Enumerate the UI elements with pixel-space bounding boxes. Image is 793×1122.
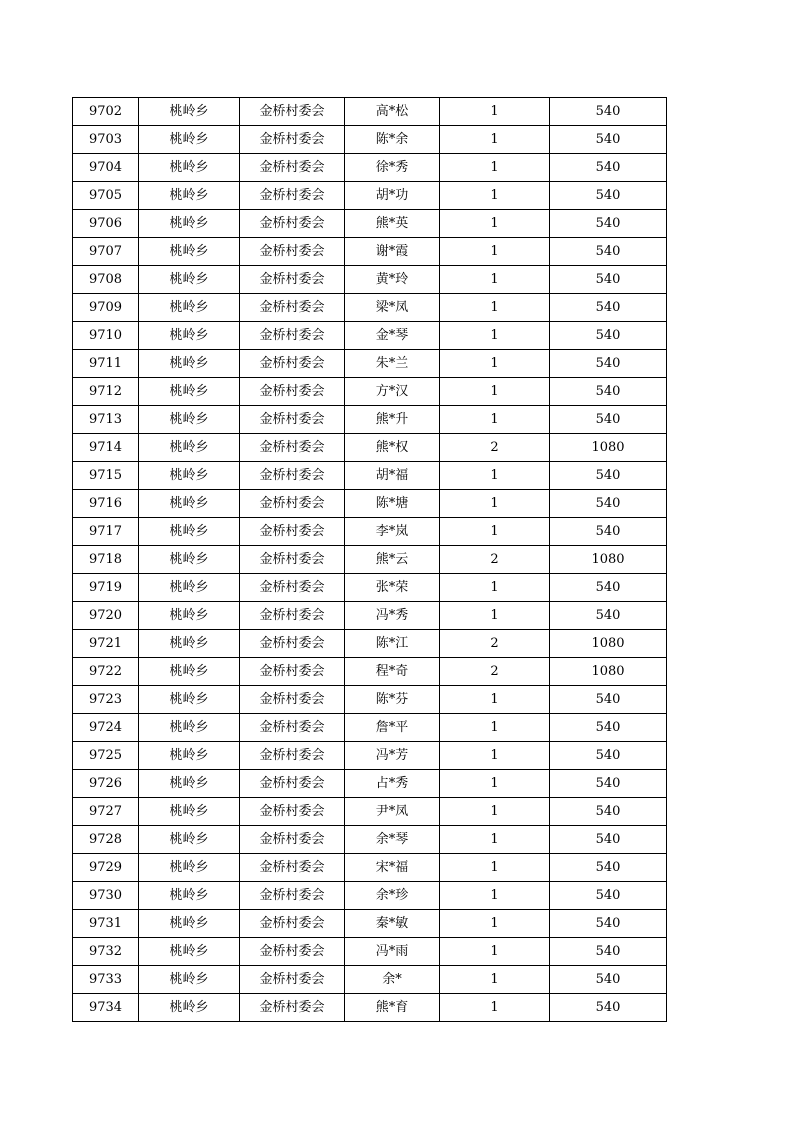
person-count-cell: 1 <box>440 406 550 434</box>
person-name-cell: 余*琴 <box>345 826 440 854</box>
village-committee-cell: 金桥村委会 <box>240 798 345 826</box>
amount-cell: 540 <box>550 994 667 1022</box>
table-row <box>73 182 667 210</box>
roster-table <box>72 97 667 1022</box>
person-count-cell: 2 <box>440 658 550 686</box>
amount-cell: 540 <box>550 602 667 630</box>
township-cell: 桃岭乡 <box>139 966 240 994</box>
person-name-cell: 冯*芳 <box>345 742 440 770</box>
village-committee-cell: 金桥村委会 <box>240 126 345 154</box>
table-row <box>73 462 667 490</box>
township-cell: 桃岭乡 <box>139 910 240 938</box>
row-number-cell: 9719 <box>73 574 139 602</box>
amount-cell: 1080 <box>550 434 667 462</box>
person-count-cell: 1 <box>440 770 550 798</box>
township-cell: 桃岭乡 <box>139 462 240 490</box>
person-count-cell: 1 <box>440 994 550 1022</box>
row-number-cell: 9709 <box>73 294 139 322</box>
township-cell: 桃岭乡 <box>139 518 240 546</box>
amount-cell: 1080 <box>550 546 667 574</box>
person-name-cell: 程*奇 <box>345 658 440 686</box>
table-row <box>73 518 667 546</box>
row-number-cell: 9720 <box>73 602 139 630</box>
row-number-cell: 9724 <box>73 714 139 742</box>
table-row <box>73 322 667 350</box>
table-row <box>73 294 667 322</box>
row-number-cell: 9731 <box>73 910 139 938</box>
row-number-cell: 9726 <box>73 770 139 798</box>
person-name-cell: 冯*雨 <box>345 938 440 966</box>
village-committee-cell: 金桥村委会 <box>240 154 345 182</box>
village-committee-cell: 金桥村委会 <box>240 406 345 434</box>
amount-cell: 540 <box>550 490 667 518</box>
person-name-cell: 金*琴 <box>345 322 440 350</box>
person-count-cell: 1 <box>440 910 550 938</box>
table-row <box>73 854 667 882</box>
person-name-cell: 熊*育 <box>345 994 440 1022</box>
amount-cell: 540 <box>550 126 667 154</box>
row-number-cell: 9727 <box>73 798 139 826</box>
amount-cell: 540 <box>550 322 667 350</box>
township-cell: 桃岭乡 <box>139 630 240 658</box>
amount-cell: 1080 <box>550 658 667 686</box>
village-committee-cell: 金桥村委会 <box>240 742 345 770</box>
township-cell: 桃岭乡 <box>139 154 240 182</box>
row-number-cell: 9723 <box>73 686 139 714</box>
table-row <box>73 378 667 406</box>
person-count-cell: 2 <box>440 630 550 658</box>
amount-cell: 540 <box>550 574 667 602</box>
amount-cell: 540 <box>550 154 667 182</box>
row-number-cell: 9730 <box>73 882 139 910</box>
person-count-cell: 1 <box>440 574 550 602</box>
village-committee-cell: 金桥村委会 <box>240 490 345 518</box>
row-number-cell: 9712 <box>73 378 139 406</box>
table-row <box>73 742 667 770</box>
person-name-cell: 熊*升 <box>345 406 440 434</box>
person-count-cell: 1 <box>440 210 550 238</box>
person-count-cell: 1 <box>440 154 550 182</box>
person-count-cell: 1 <box>440 350 550 378</box>
row-number-cell: 9733 <box>73 966 139 994</box>
table-row <box>73 126 667 154</box>
table-row <box>73 238 667 266</box>
person-count-cell: 1 <box>440 238 550 266</box>
village-committee-cell: 金桥村委会 <box>240 966 345 994</box>
person-count-cell: 1 <box>440 518 550 546</box>
amount-cell: 540 <box>550 210 667 238</box>
township-cell: 桃岭乡 <box>139 182 240 210</box>
amount-cell: 540 <box>550 462 667 490</box>
row-number-cell: 9728 <box>73 826 139 854</box>
township-cell: 桃岭乡 <box>139 658 240 686</box>
township-cell: 桃岭乡 <box>139 322 240 350</box>
village-committee-cell: 金桥村委会 <box>240 210 345 238</box>
amount-cell: 540 <box>550 742 667 770</box>
row-number-cell: 9716 <box>73 490 139 518</box>
amount-cell: 540 <box>550 98 667 126</box>
village-committee-cell: 金桥村委会 <box>240 770 345 798</box>
township-cell: 桃岭乡 <box>139 406 240 434</box>
row-number-cell: 9708 <box>73 266 139 294</box>
amount-cell: 540 <box>550 938 667 966</box>
person-name-cell: 胡*功 <box>345 182 440 210</box>
table-row <box>73 826 667 854</box>
amount-cell: 540 <box>550 826 667 854</box>
township-cell: 桃岭乡 <box>139 826 240 854</box>
township-cell: 桃岭乡 <box>139 378 240 406</box>
person-name-cell: 熊*英 <box>345 210 440 238</box>
person-count-cell: 1 <box>440 966 550 994</box>
township-cell: 桃岭乡 <box>139 602 240 630</box>
person-name-cell: 宋*福 <box>345 854 440 882</box>
person-name-cell: 张*荣 <box>345 574 440 602</box>
person-name-cell: 陈*余 <box>345 126 440 154</box>
table-row <box>73 882 667 910</box>
person-count-cell: 1 <box>440 742 550 770</box>
village-committee-cell: 金桥村委会 <box>240 322 345 350</box>
amount-cell: 540 <box>550 182 667 210</box>
row-number-cell: 9714 <box>73 434 139 462</box>
person-name-cell: 陈*芬 <box>345 686 440 714</box>
village-committee-cell: 金桥村委会 <box>240 350 345 378</box>
row-number-cell: 9707 <box>73 238 139 266</box>
row-number-cell: 9704 <box>73 154 139 182</box>
row-number-cell: 9717 <box>73 518 139 546</box>
village-committee-cell: 金桥村委会 <box>240 826 345 854</box>
village-committee-cell: 金桥村委会 <box>240 98 345 126</box>
township-cell: 桃岭乡 <box>139 98 240 126</box>
person-name-cell: 秦*敏 <box>345 910 440 938</box>
table-row <box>73 910 667 938</box>
village-committee-cell: 金桥村委会 <box>240 546 345 574</box>
person-name-cell: 朱*兰 <box>345 350 440 378</box>
person-count-cell: 2 <box>440 434 550 462</box>
township-cell: 桃岭乡 <box>139 574 240 602</box>
village-committee-cell: 金桥村委会 <box>240 294 345 322</box>
table-row <box>73 798 667 826</box>
row-number-cell: 9725 <box>73 742 139 770</box>
village-committee-cell: 金桥村委会 <box>240 266 345 294</box>
village-committee-cell: 金桥村委会 <box>240 434 345 462</box>
table-row <box>73 686 667 714</box>
village-committee-cell: 金桥村委会 <box>240 574 345 602</box>
village-committee-cell: 金桥村委会 <box>240 630 345 658</box>
township-cell: 桃岭乡 <box>139 490 240 518</box>
person-count-cell: 1 <box>440 490 550 518</box>
village-committee-cell: 金桥村委会 <box>240 882 345 910</box>
township-cell: 桃岭乡 <box>139 994 240 1022</box>
amount-cell: 540 <box>550 686 667 714</box>
amount-cell: 540 <box>550 798 667 826</box>
village-committee-cell: 金桥村委会 <box>240 910 345 938</box>
township-cell: 桃岭乡 <box>139 798 240 826</box>
person-count-cell: 1 <box>440 826 550 854</box>
amount-cell: 1080 <box>550 630 667 658</box>
row-number-cell: 9710 <box>73 322 139 350</box>
person-count-cell: 1 <box>440 294 550 322</box>
township-cell: 桃岭乡 <box>139 350 240 378</box>
village-committee-cell: 金桥村委会 <box>240 602 345 630</box>
village-committee-cell: 金桥村委会 <box>240 994 345 1022</box>
township-cell: 桃岭乡 <box>139 686 240 714</box>
village-committee-cell: 金桥村委会 <box>240 182 345 210</box>
table-row <box>73 938 667 966</box>
person-count-cell: 1 <box>440 602 550 630</box>
person-name-cell: 占*秀 <box>345 770 440 798</box>
person-name-cell: 徐*秀 <box>345 154 440 182</box>
village-committee-cell: 金桥村委会 <box>240 518 345 546</box>
table-row <box>73 966 667 994</box>
township-cell: 桃岭乡 <box>139 434 240 462</box>
table-row <box>73 210 667 238</box>
row-number-cell: 9703 <box>73 126 139 154</box>
person-name-cell: 熊*云 <box>345 546 440 574</box>
village-committee-cell: 金桥村委会 <box>240 714 345 742</box>
township-cell: 桃岭乡 <box>139 126 240 154</box>
township-cell: 桃岭乡 <box>139 714 240 742</box>
person-count-cell: 1 <box>440 938 550 966</box>
township-cell: 桃岭乡 <box>139 546 240 574</box>
person-count-cell: 1 <box>440 182 550 210</box>
amount-cell: 540 <box>550 266 667 294</box>
table-row <box>73 266 667 294</box>
village-committee-cell: 金桥村委会 <box>240 854 345 882</box>
township-cell: 桃岭乡 <box>139 266 240 294</box>
amount-cell: 540 <box>550 882 667 910</box>
table-row <box>73 994 667 1022</box>
person-count-cell: 1 <box>440 882 550 910</box>
person-count-cell: 1 <box>440 462 550 490</box>
amount-cell: 540 <box>550 854 667 882</box>
table-row <box>73 490 667 518</box>
township-cell: 桃岭乡 <box>139 770 240 798</box>
amount-cell: 540 <box>550 294 667 322</box>
row-number-cell: 9734 <box>73 994 139 1022</box>
person-count-cell: 1 <box>440 266 550 294</box>
person-name-cell: 黄*玲 <box>345 266 440 294</box>
row-number-cell: 9718 <box>73 546 139 574</box>
table-row <box>73 714 667 742</box>
row-number-cell: 9713 <box>73 406 139 434</box>
amount-cell: 540 <box>550 238 667 266</box>
person-count-cell: 1 <box>440 798 550 826</box>
roster-table-body <box>73 98 667 1022</box>
township-cell: 桃岭乡 <box>139 882 240 910</box>
person-name-cell: 李*岚 <box>345 518 440 546</box>
village-committee-cell: 金桥村委会 <box>240 378 345 406</box>
person-name-cell: 余*珍 <box>345 882 440 910</box>
amount-cell: 540 <box>550 518 667 546</box>
village-committee-cell: 金桥村委会 <box>240 938 345 966</box>
village-committee-cell: 金桥村委会 <box>240 462 345 490</box>
row-number-cell: 9722 <box>73 658 139 686</box>
person-count-cell: 1 <box>440 378 550 406</box>
person-name-cell: 熊*权 <box>345 434 440 462</box>
person-count-cell: 1 <box>440 854 550 882</box>
amount-cell: 540 <box>550 770 667 798</box>
person-name-cell: 冯*秀 <box>345 602 440 630</box>
table-row <box>73 98 667 126</box>
village-committee-cell: 金桥村委会 <box>240 658 345 686</box>
table-row <box>73 630 667 658</box>
person-count-cell: 1 <box>440 714 550 742</box>
table-row <box>73 154 667 182</box>
amount-cell: 540 <box>550 966 667 994</box>
amount-cell: 540 <box>550 910 667 938</box>
table-row <box>73 406 667 434</box>
person-name-cell: 方*汉 <box>345 378 440 406</box>
person-name-cell: 高*松 <box>345 98 440 126</box>
person-count-cell: 1 <box>440 98 550 126</box>
row-number-cell: 9721 <box>73 630 139 658</box>
table-row <box>73 658 667 686</box>
table-row <box>73 350 667 378</box>
township-cell: 桃岭乡 <box>139 294 240 322</box>
amount-cell: 540 <box>550 406 667 434</box>
person-name-cell: 詹*平 <box>345 714 440 742</box>
table-row <box>73 574 667 602</box>
person-name-cell: 尹*凤 <box>345 798 440 826</box>
township-cell: 桃岭乡 <box>139 210 240 238</box>
person-name-cell: 陈*塘 <box>345 490 440 518</box>
township-cell: 桃岭乡 <box>139 938 240 966</box>
row-number-cell: 9732 <box>73 938 139 966</box>
person-count-cell: 2 <box>440 546 550 574</box>
township-cell: 桃岭乡 <box>139 742 240 770</box>
row-number-cell: 9729 <box>73 854 139 882</box>
amount-cell: 540 <box>550 714 667 742</box>
person-name-cell: 梁*凤 <box>345 294 440 322</box>
table-row <box>73 770 667 798</box>
row-number-cell: 9715 <box>73 462 139 490</box>
row-number-cell: 9702 <box>73 98 139 126</box>
amount-cell: 540 <box>550 350 667 378</box>
table-row <box>73 434 667 462</box>
person-count-cell: 1 <box>440 686 550 714</box>
person-count-cell: 1 <box>440 126 550 154</box>
township-cell: 桃岭乡 <box>139 238 240 266</box>
person-name-cell: 陈*江 <box>345 630 440 658</box>
table-row <box>73 546 667 574</box>
person-name-cell: 谢*霞 <box>345 238 440 266</box>
person-count-cell: 1 <box>440 322 550 350</box>
amount-cell: 540 <box>550 378 667 406</box>
village-committee-cell: 金桥村委会 <box>240 238 345 266</box>
township-cell: 桃岭乡 <box>139 854 240 882</box>
row-number-cell: 9711 <box>73 350 139 378</box>
person-name-cell: 余* <box>345 966 440 994</box>
table-row <box>73 602 667 630</box>
row-number-cell: 9705 <box>73 182 139 210</box>
person-name-cell: 胡*福 <box>345 462 440 490</box>
row-number-cell: 9706 <box>73 210 139 238</box>
village-committee-cell: 金桥村委会 <box>240 686 345 714</box>
